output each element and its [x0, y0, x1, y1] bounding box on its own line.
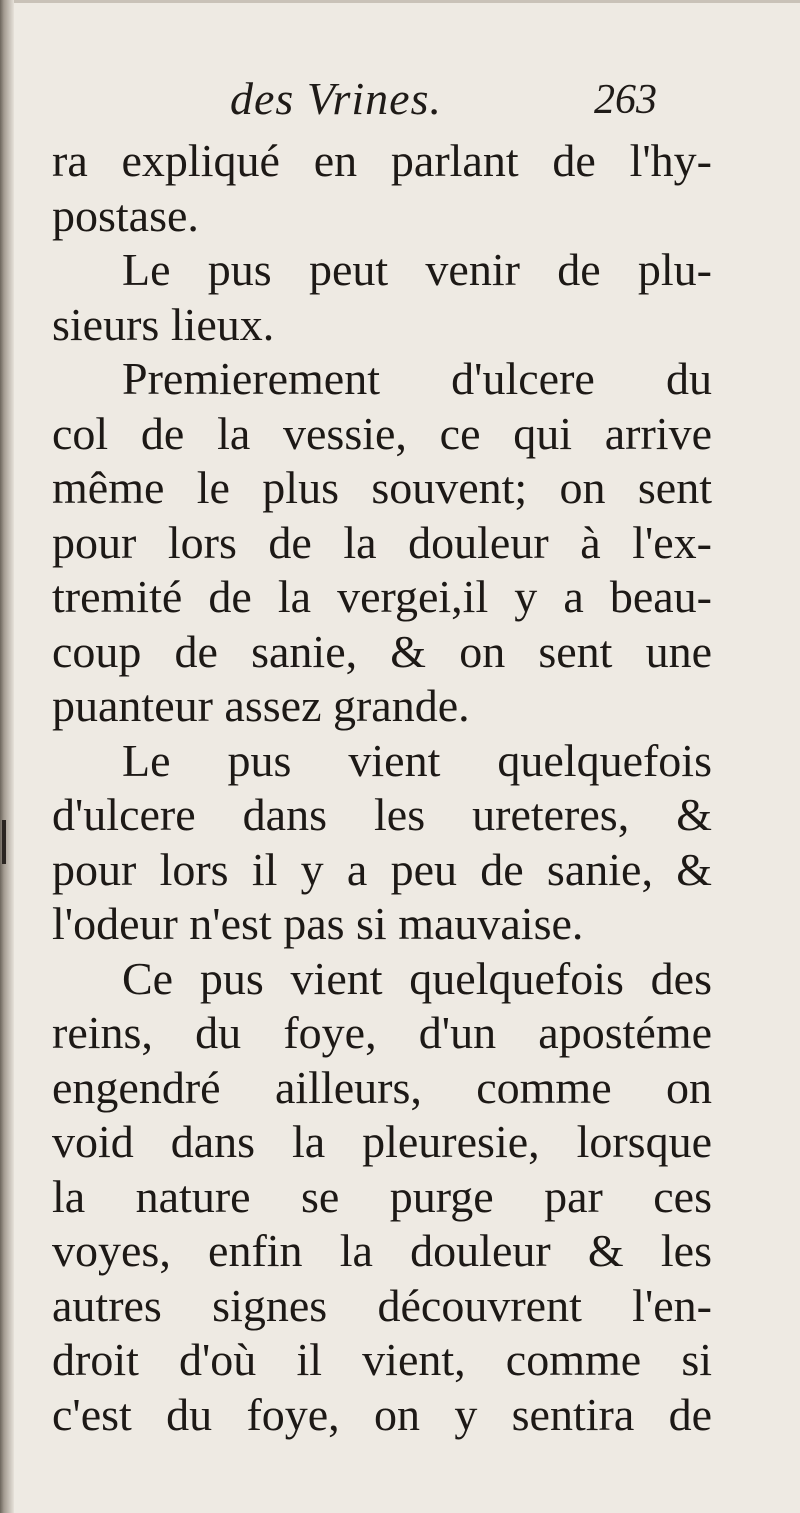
- text-line: postase.: [52, 189, 199, 241]
- paragraph-first-line: Premierement d'ulcere du: [122, 353, 712, 404]
- text-line: pour lors il y a peu de sanie, &: [52, 843, 712, 895]
- text-line: la nature se purge par ces: [52, 1170, 712, 1222]
- text-line: sieurs lieux.: [52, 298, 275, 350]
- paragraph-first-line: Le pus vient quelquefois: [122, 734, 712, 786]
- text-line: coup de sanie, & on sent une: [52, 625, 712, 677]
- text-line: void dans la pleuresie, lorsque: [52, 1116, 712, 1167]
- text-line: autres signes découvrent l'en-: [52, 1279, 712, 1331]
- text-line: l'odeur n'est pas si mauvaise.: [52, 898, 584, 949]
- text-line: d'ulcere dans les ureteres, &: [52, 789, 712, 840]
- text-line: col de la vessie, ce qui arrive: [52, 407, 712, 459]
- page-top-edge: [14, 0, 800, 3]
- paragraph-first-line: Le pus peut venir de plu-: [122, 244, 712, 295]
- page-header: [0, 72, 800, 132]
- page-number: 263: [594, 77, 657, 123]
- text-line: c'est du foye, on y sentira de: [52, 1388, 712, 1440]
- text-line: même le plus souvent; on sent: [52, 462, 712, 513]
- binding-gutter: [0, 0, 14, 1513]
- text-line: tremité de la vergei,il y a beau-: [52, 571, 712, 622]
- binding-mark: [2, 820, 6, 864]
- running-title: des Vrines.: [230, 73, 443, 124]
- text-line: engendré ailleurs, comme on: [52, 1061, 712, 1113]
- text-line: ra expliqué en parlant de l'hy-: [52, 135, 712, 186]
- paragraph-first-line: Ce pus vient quelquefois des: [122, 952, 712, 1004]
- text-line: droit d'où il vient, comme si: [52, 1334, 712, 1385]
- text-line: reins, du foye, d'un apostéme: [52, 1007, 712, 1058]
- body-text: [52, 134, 712, 1442]
- text-line: voyes, enfin la douleur & les: [52, 1225, 712, 1276]
- text-line: puanteur assez grande.: [52, 680, 470, 731]
- text-line: pour lors de la douleur à l'ex-: [52, 516, 712, 568]
